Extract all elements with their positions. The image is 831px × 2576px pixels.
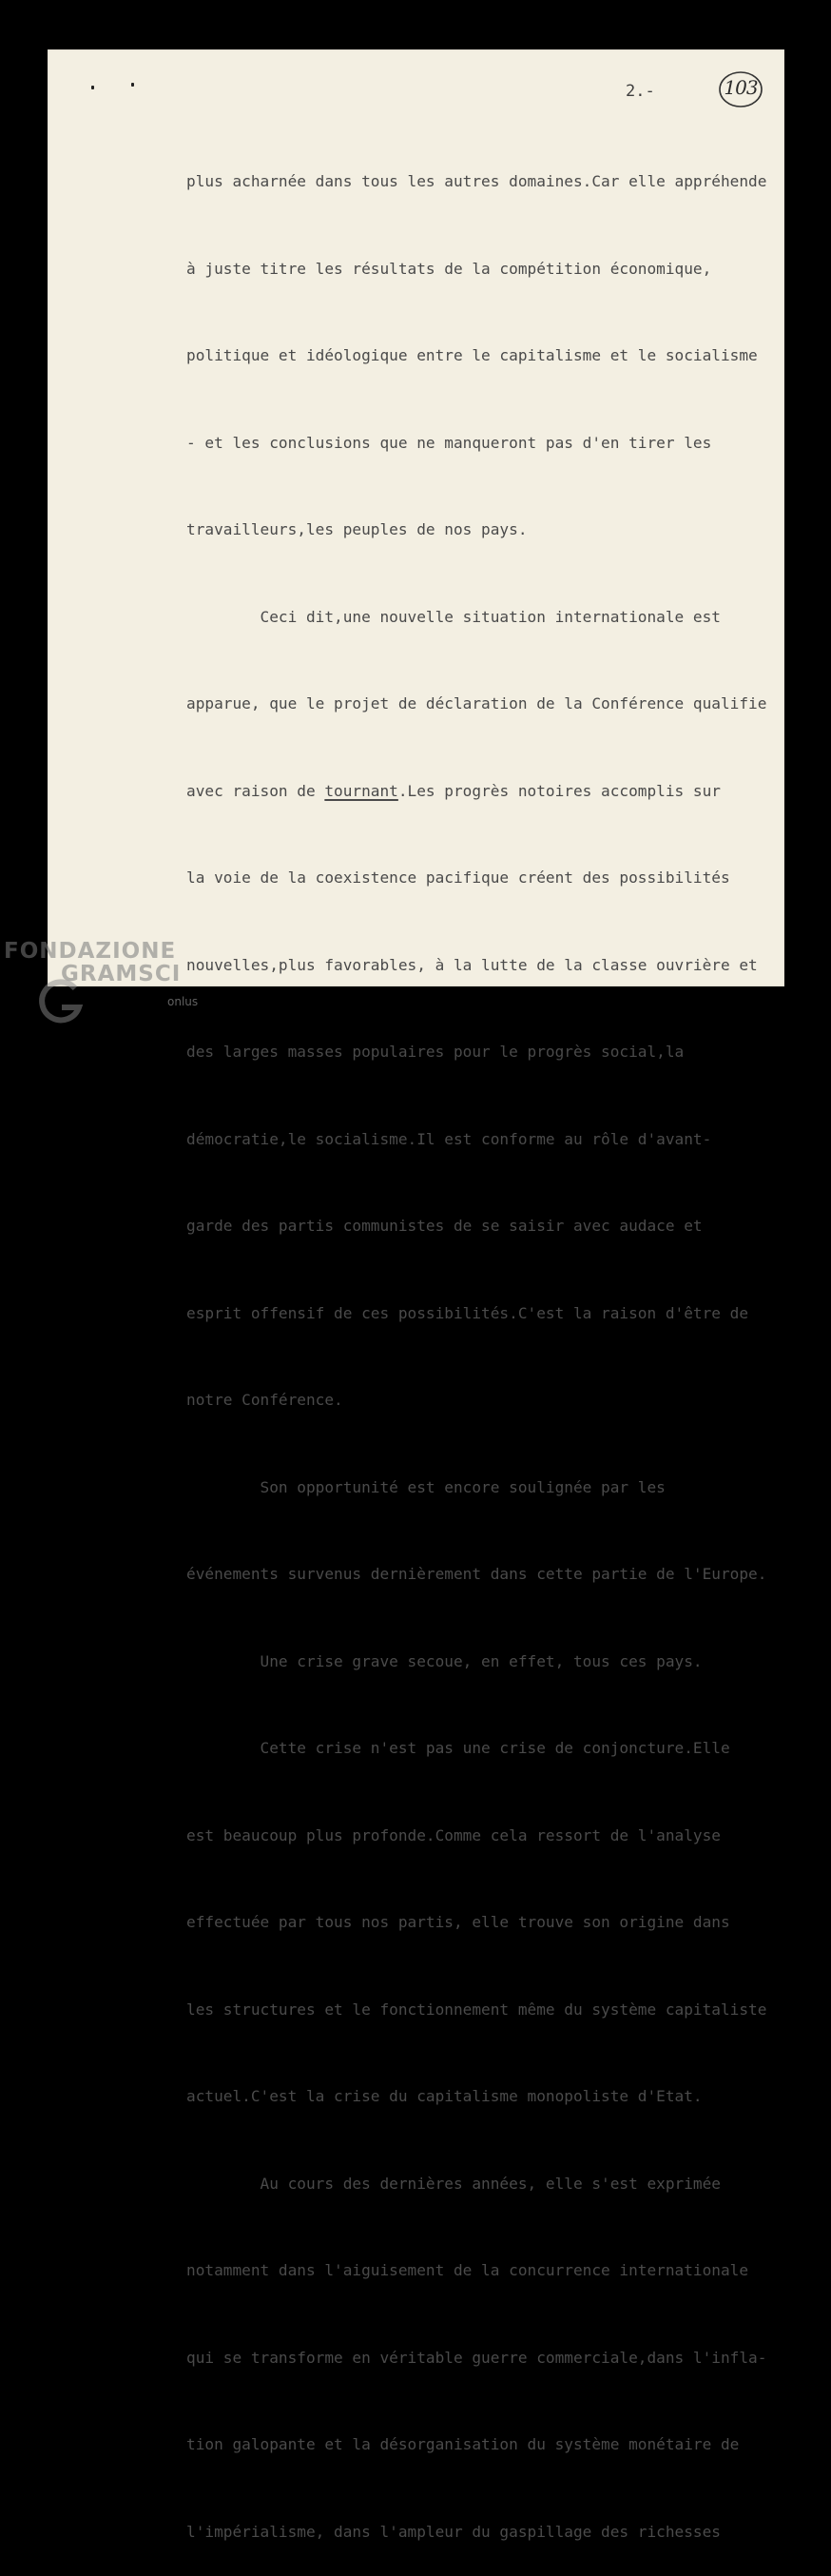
- text-line: les structures et le fonctionnement même du système capitaliste: [186, 2000, 767, 2019]
- text-line: plus acharnée dans tous les autres domaines.Car elle appréhende: [186, 172, 767, 190]
- text-line: démocratie,le socialisme.Il est conforme au rôle d'avant-: [186, 1129, 712, 1148]
- text-line: Ceci dit,une nouvelle situation internationale est: [186, 607, 721, 626]
- body-text: [186, 109, 767, 2576]
- punch-mark: [131, 83, 134, 87]
- text-line: est beaucoup plus profonde.Comme cela ressort de l'analyse: [186, 1825, 721, 1844]
- text-line: notre Conférence.: [186, 1391, 343, 1409]
- text-line: Cette crise n'est pas une crise de conjoncture.Elle: [186, 1739, 730, 1757]
- watermark-suffix: onlus: [167, 995, 199, 1008]
- text-line: Son opportunité est encore soulignée par les: [186, 1477, 666, 1496]
- text-line: nouvelles,plus favorables, à la lutte de la classe ouvrière et: [186, 955, 758, 974]
- text-line: Au cours des dernières années, elle s'est exprimée: [186, 2174, 721, 2193]
- watermark-line1: FONDAZIONE: [4, 939, 177, 964]
- watermark-line2: GRAMSCI: [61, 962, 182, 986]
- text-line: garde des partis communistes de se saisir avec audace et: [186, 1217, 703, 1235]
- page-number: 2.-: [626, 82, 655, 101]
- text-line: effectuée par tous nos partis, elle trouve son origine dans: [186, 1913, 730, 1931]
- folio-stamp: [717, 69, 764, 109]
- text-line: travailleurs,les peuples de nos pays.: [186, 520, 528, 538]
- underlined-word: tournant: [324, 781, 398, 800]
- text-line: Une crise grave secoue, en effet, tous ces pays.: [186, 1651, 703, 1670]
- text-segment: .Les progrès notoires accomplis sur: [397, 781, 721, 800]
- watermark-logo: [4, 939, 182, 986]
- text-line: - et les conclusions que ne manqueront pas d'en tirer les: [186, 433, 712, 452]
- watermark-g-icon: [33, 977, 88, 1025]
- text-line: apparue, que le projet de déclaration de la Conférence qualifie: [186, 694, 767, 712]
- text-line: événements survenus dernièrement dans cette partie de l'Europe.: [186, 1565, 767, 1583]
- text-line: actuel.C'est la crise du capitalisme monopoliste d'Etat.: [186, 2087, 703, 2105]
- text-line: [186, 777, 757, 807]
- text-line: des larges masses populaires pour le progrès social,la: [186, 1043, 685, 1061]
- text-line: politique et idéologique entre le capitalisme et le socialisme: [186, 346, 758, 364]
- folio-number: 103: [724, 76, 758, 99]
- text-segment: avec raison de: [186, 781, 325, 800]
- text-line: tion galopante et la désorganisation du système monétaire de: [186, 2435, 740, 2453]
- text-line: l'impérialisme, dans l'ampleur du gaspillage des richesses: [186, 2522, 721, 2541]
- text-line: notamment dans l'aiguisement de la concurrence internationale: [186, 2261, 749, 2279]
- text-line: à juste titre les résultats de la compétition économique,: [186, 259, 712, 278]
- punch-mark: [91, 86, 94, 89]
- text-line: la voie de la coexistence pacifique créent des possibilités: [186, 868, 730, 887]
- text-line: qui se transforme en véritable guerre commerciale,dans l'infla-: [186, 2348, 767, 2367]
- text-line: esprit offensif de ces possibilités.C'est la raison d'être de: [186, 1303, 749, 1322]
